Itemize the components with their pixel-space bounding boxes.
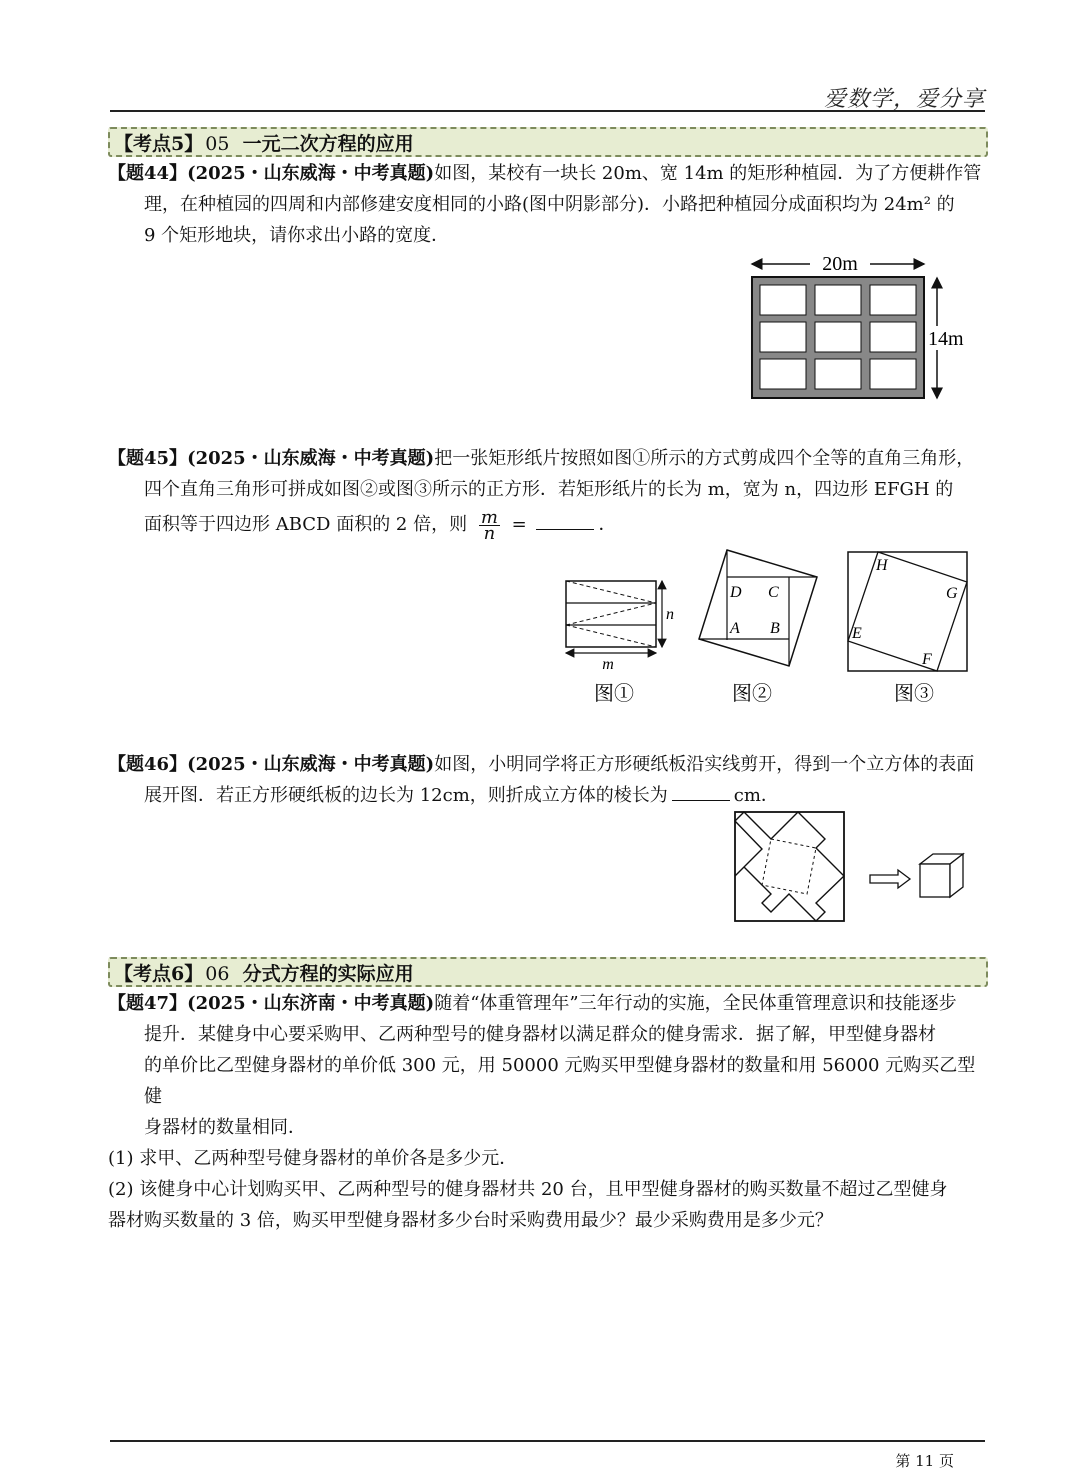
topic-label: 【考点5】	[114, 133, 204, 155]
equals-sign: =	[511, 514, 527, 535]
q45-figures	[560, 545, 980, 710]
question-text-line: 的单价比乙型健身器材的单价低 300 元，用 50000 元购买甲型健身器材的数量和用 56000 元购买乙型健	[144, 1055, 976, 1107]
question-source: (2025・山东威海・中考真题)	[187, 754, 435, 775]
question-text-line: 展开图．若正方形硬纸板的边长为 12cm，则折成立方体的棱长为	[144, 785, 668, 806]
footer-rule	[110, 1440, 985, 1442]
question-source: (2025・山东济南・中考真题)	[187, 993, 435, 1014]
figure-1-rectangle	[566, 581, 674, 705]
figure-3-caption: 图③	[894, 683, 934, 705]
topic-label: 【考点6】	[114, 963, 204, 985]
vertex-E: E	[852, 625, 862, 642]
figure-3-square	[848, 552, 967, 705]
height-label: 14m	[928, 328, 964, 350]
vertex-F: F	[922, 651, 932, 668]
figure-2-caption: 图②	[732, 683, 772, 705]
topic-title: 分式方程的实际应用	[242, 963, 414, 985]
question-text-line: 9 个矩形地块，请你求出小路的宽度．	[144, 225, 450, 246]
figure-1-caption: 图①	[594, 683, 634, 705]
fraction-m-over-n	[479, 506, 500, 544]
garden-figure	[740, 248, 980, 408]
question-text-line: 把一张矩形纸片按照如图①所示的方式剪成四个全等的直角三角形，	[434, 448, 975, 469]
topic-code: 05	[205, 133, 230, 155]
answer-blank[interactable]	[536, 511, 594, 530]
width-label: 20m	[822, 253, 858, 275]
vertex-C: C	[768, 584, 779, 601]
question-id: 【题44】	[108, 163, 188, 184]
question-45	[108, 443, 988, 544]
vertex-G: G	[946, 585, 958, 602]
question-text-line: 理，在种植园的四周和内部修建安度相同的小路(图中阴影部分)．小路把种植园分成面积均为 24m² 的	[144, 194, 955, 215]
sub-question-2-line: (2) 该健身中心计划购买甲、乙两种型号的健身器材共 20 台，且甲型健身器材的购买数量不超过乙型健身	[108, 1179, 948, 1200]
fraction-denominator: n	[483, 522, 496, 544]
question-46	[108, 749, 988, 811]
topic-5-banner	[108, 127, 988, 157]
fraction-numerator: m	[480, 506, 498, 528]
sentence-end: ．	[598, 514, 617, 535]
header-slogan: 爱数学，爱分享	[823, 87, 985, 112]
figure-2-pinwheel	[699, 550, 817, 705]
question-47	[108, 988, 988, 1236]
question-id: 【题47】	[108, 993, 188, 1014]
header-rule	[110, 110, 985, 112]
n-label: n	[666, 606, 674, 623]
m-label: m	[602, 656, 614, 673]
question-text-line: 如图，小明同学将正方形硬纸板沿实线剪开，得到一个立方体的表面	[434, 754, 975, 775]
question-text-line: 四个直角三角形可拼成如图②或图③所示的正方形．若矩形纸片的长为 m，宽为 n，四边形 EFGH 的	[144, 479, 954, 500]
question-source: (2025・山东威海・中考真题)	[187, 163, 435, 184]
question-44	[108, 158, 988, 251]
topic-code: 06	[205, 963, 230, 985]
question-text-line: 面积等于四边形 ABCD 面积的 2 倍，则	[144, 514, 468, 535]
question-text-line: 提升．某健身中心要采购甲、乙两种型号的健身器材以满足群众的健身需求．据了解，甲型健身器材	[144, 1024, 936, 1045]
vertex-D: D	[730, 584, 742, 601]
question-text-line: 身器材的数量相同．	[144, 1117, 306, 1138]
sub-question-2-line: 器材购买数量的 3 倍，购买甲型健身器材多少台时采购费用最少？最少采购费用是多少元？	[108, 1210, 833, 1231]
question-text-line: 如图，某校有一块长 20m、宽 14m 的矩形种植园．为了方便耕作管	[434, 163, 982, 184]
question-source: (2025・山东威海・中考真题)	[187, 448, 435, 469]
page-number: 第 11 页	[895, 1452, 954, 1470]
topic-title: 一元二次方程的应用	[242, 133, 414, 155]
topic-6-banner	[108, 957, 988, 987]
vertex-H: H	[876, 557, 888, 574]
cube-net-figure	[730, 808, 980, 928]
sub-question-1: (1) 求甲、乙两种型号健身器材的单价各是多少元．	[108, 1148, 518, 1169]
unit-text: cm．	[733, 785, 779, 806]
vertex-B: B	[770, 620, 780, 637]
vertex-A: A	[730, 620, 740, 637]
question-text-line: 随着“体重管理年”三年行动的实施，全民体重管理意识和技能逐步	[434, 993, 957, 1014]
question-id: 【题46】	[108, 754, 188, 775]
question-id: 【题45】	[108, 448, 188, 469]
answer-blank[interactable]	[672, 782, 730, 801]
